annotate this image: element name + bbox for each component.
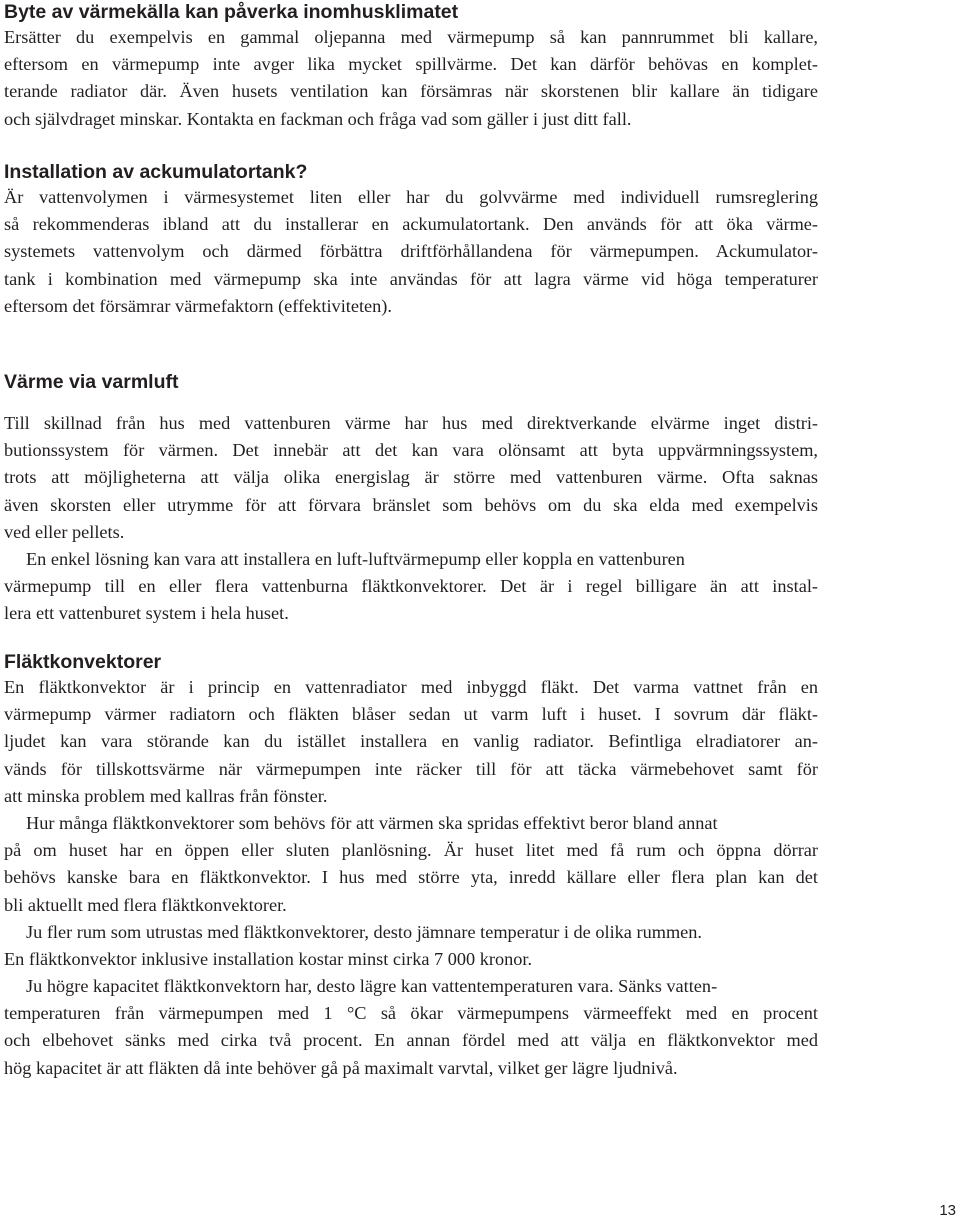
text-line: ved eller pellets. [4, 521, 125, 542]
section-accumulator-tank [4, 160, 818, 320]
text-line: En enkel lösning kan vara att installera en luft-luftvärmepump eller koppla en vattenburen [26, 548, 685, 569]
text-line: värmepump värmer radiatorn och fläkten blåser sedan ut varm luft i huset. I sovrum där fläkt- [4, 704, 818, 725]
text-line: eftersom en värmepump inte avger lika mycket spillvärme. Det kan därför behövas en komplet- [4, 54, 818, 75]
text-line: att minska problem med kallras från fönster. [4, 785, 328, 806]
paragraph [4, 810, 818, 919]
paragraph [4, 184, 818, 320]
text-line: Ersätter du exempelvis en gammal oljepanna med värmepump så kan pannrummet bli kallare, [4, 27, 818, 47]
text-line: lera ett vattenburet system i hela huset. [4, 603, 289, 624]
paragraph [4, 674, 818, 810]
text-line: så rekommenderas ibland att du installerar en ackumulatortank. Den används för att öka värme- [4, 214, 818, 235]
text-line: eftersom det försämrar värmefaktorn (effektiviteten). [4, 295, 392, 316]
text-line: Hur många fläktkonvektorer som behövs för att värmen ska spridas effektivt beror bland annat [26, 812, 718, 833]
section-heading: Byte av värmekälla kan påverka inomhusklimatet [4, 1, 459, 23]
text-line: En fläktkonvektor inklusive installation kostar minst cirka 7 000 kronor. [4, 948, 533, 969]
section-heading: Värme via varmluft [4, 371, 179, 393]
paragraph [4, 919, 818, 973]
text-line: på om huset har en öppen eller sluten planlösning. Är huset litet med få rum och öppna dörrar [4, 840, 818, 861]
text-line: bli aktuellt med flera fläktkonvektorer. [4, 894, 287, 915]
paragraph [4, 973, 818, 1082]
text-line: värmepump till en eller flera vattenburna fläktkonvektorer. Det är i regel billigare än att instal- [4, 576, 818, 597]
paragraph [4, 410, 818, 546]
text-line: även skorsten eller utrymme för att förvara bränslet som behövs om du ska elda med exempelvis [4, 494, 818, 515]
text-line: vänds för tillskottsvärme när värmepumpen inte räcker till för att täcka värmebehovet samt för [4, 758, 818, 779]
text-line: hög kapacitet är att fläkten då inte behöver gå på maximalt varvtal, vilket ger lägre ljudnivå. [4, 1057, 678, 1078]
text-line: En fläktkonvektor är i princip en vattenradiator med inbyggd fläkt. Det varma vattnet från en [4, 677, 818, 697]
text-line: och elbehovet sänks med cirka två procent. En annan fördel med att välja en fläktkonvektor med [4, 1030, 818, 1051]
section-heading: Fläktkonvektorer [4, 651, 162, 673]
text-line: trots att möjligheterna att välja olika energislag är större med vattenburen värme. Ofta saknas [4, 467, 818, 488]
section-warm-air-heating [4, 370, 818, 628]
text-line: butionssystem för värmen. Det innebär att det kan vara olönsamt att byta uppvärmningssystem, [4, 440, 818, 461]
text-line: Ju fler rum som utrustas med fläktkonvektorer, desto jämnare temperatur i de olika rummen. [26, 921, 702, 942]
text-line: systemets vattenvolym och därmed förbättra driftförhållandena för värmepumpen. Ackumulator- [4, 241, 818, 262]
text-line: tank i kombination med värmepump ska inte användas för att lagra värme vid höga temperaturer [4, 268, 818, 289]
section-heading: Installation av ackumulatortank? [4, 161, 308, 183]
text-line: Till skillnad från hus med vattenburen värme har hus med direktverkande elvärme inget distri- [4, 413, 818, 433]
paragraph [4, 546, 818, 628]
section-fan-convectors [4, 650, 818, 1082]
text-line: ljudet kan vara störande kan du istället installera en vanlig radiator. Befintliga elradiatorer an- [4, 731, 818, 752]
text-line: Ju högre kapacitet fläktkonvektorn har, desto lägre kan vattentemperaturen vara. Sänks vatten- [26, 976, 718, 997]
text-line: Är vattenvolymen i värmesystemet liten eller har du golvvärme med individuell rumsreglering [4, 187, 818, 207]
text-line: temperaturen från värmepumpen med 1 °C så ökar värmepumpens värmeeffekt med en procent [4, 1003, 818, 1024]
text-line: terande radiator där. Även husets ventilation kan försämras när skorstenen blir kallare än tidigare [4, 81, 818, 102]
section-heat-source-change [4, 0, 818, 133]
page-number: 13 [939, 1202, 956, 1219]
text-line: behövs kanske bara en fläktkonvektor. I hus med större yta, inredd källare eller flera plan kan det [4, 867, 818, 888]
text-line: och självdraget minskar. Kontakta en fackman och fråga vad som gäller i just ditt fall. [4, 108, 632, 129]
paragraph [4, 24, 818, 133]
